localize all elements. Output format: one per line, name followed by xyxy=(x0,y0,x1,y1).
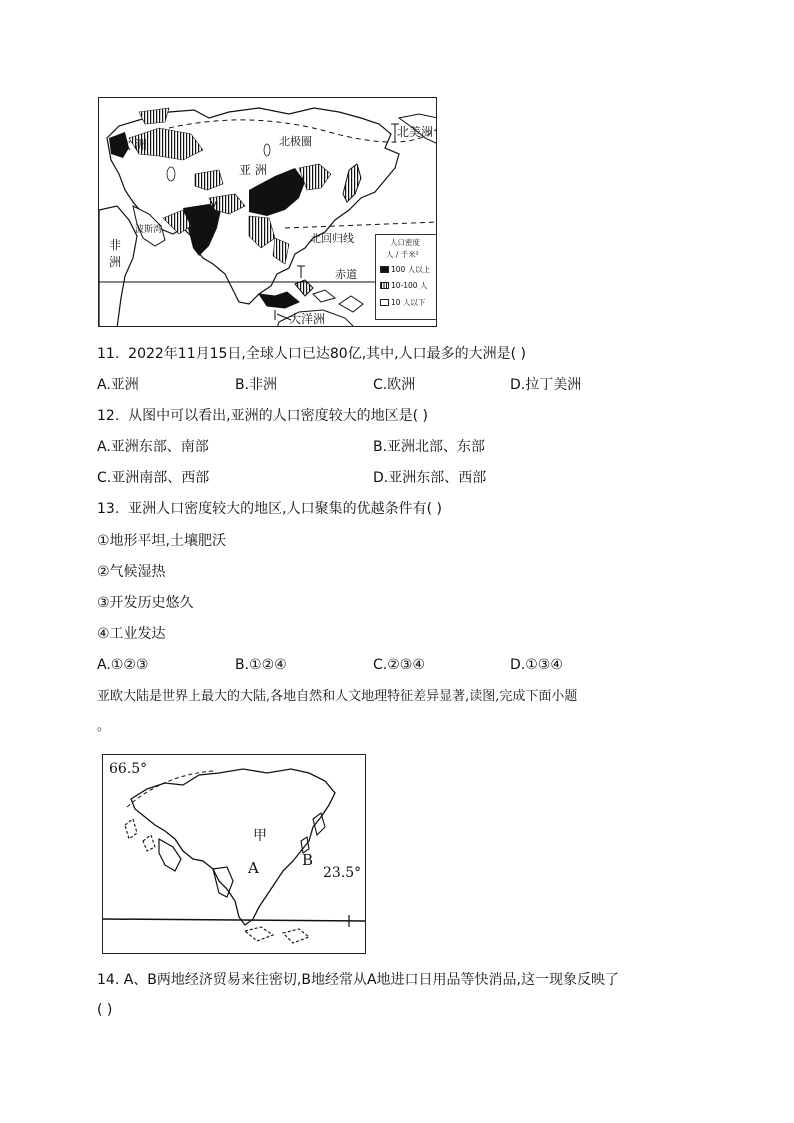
q13-statement-2: ②气候湿热 xyxy=(97,564,166,580)
q12-option-c[interactable]: C.亚洲南部、西部 xyxy=(97,470,210,486)
legend-low-row xyxy=(380,299,425,307)
q14-stem: 14. A、B两地经济贸易来往密切,B地经常从A地进口日用品等快消品,这一现象反映了 xyxy=(97,972,619,988)
label-oceania: 大洋洲 xyxy=(289,312,326,326)
q13-statement-3: ③开发历史悠久 xyxy=(97,595,194,611)
q12-option-a[interactable]: A.亚洲东部、南部 xyxy=(97,439,209,455)
label-africa: 非 洲 xyxy=(109,238,122,270)
legend-high-row xyxy=(380,266,430,274)
legend-high-label: 100 人以上 xyxy=(391,265,431,274)
q11-number: 11. xyxy=(97,346,120,362)
legend-title: 人口密度 xyxy=(390,238,420,247)
label-arctic-circle: 北极圈 xyxy=(279,135,312,148)
intro-text-end: 。 xyxy=(97,719,111,734)
label-europe: 欧 洲 xyxy=(119,138,147,152)
legend-low-swatch xyxy=(380,299,389,306)
q11-stem xyxy=(97,347,526,361)
legend-mid-row xyxy=(380,282,427,290)
q13-option-d[interactable]: D.①③④ xyxy=(510,657,563,673)
legend-unit: 人 / 千米² xyxy=(386,250,419,259)
q13-text: 亚洲人口密度较大的地区,人口聚集的优越条件有( ) xyxy=(128,501,442,517)
q13-stem xyxy=(97,502,442,516)
sea-islands xyxy=(259,292,299,308)
label-persian-gulf: 波斯湾 xyxy=(135,225,163,235)
eurasia-map-drawing xyxy=(103,755,366,954)
q11-option-d[interactable]: D.拉丁美洲 xyxy=(510,377,582,393)
label-point-a: A xyxy=(248,859,259,877)
equator2-line xyxy=(103,919,366,921)
label-tropic-of-cancer: 北回归线 xyxy=(310,232,354,245)
q11-option-b[interactable]: B.非洲 xyxy=(235,377,278,393)
eurasia-map xyxy=(102,754,366,954)
label-jia: 甲 xyxy=(253,828,267,844)
label-lat-23: 23.5° xyxy=(323,865,362,881)
label-equator: 赤道 xyxy=(335,268,357,281)
label-point-b: B xyxy=(302,851,314,869)
population-density-map xyxy=(98,97,437,327)
q11-option-c[interactable]: C.欧洲 xyxy=(373,377,416,393)
q12-option-d[interactable]: D.亚洲东部、西部 xyxy=(373,470,487,486)
q12-text: 从图中可以看出,亚洲的人口密度较大的地区是( ) xyxy=(128,408,428,424)
q12-number: 12. xyxy=(97,408,120,424)
eurasia2-coastline xyxy=(131,769,335,925)
q12-option-b[interactable]: B.亚洲北部、东部 xyxy=(373,439,486,455)
q13-option-c[interactable]: C.②③④ xyxy=(373,657,425,673)
label-m: M xyxy=(209,199,219,212)
label-lat-66: 66.5° xyxy=(109,761,148,777)
label-north-america: 北美洲 xyxy=(397,125,434,139)
q13-option-b[interactable]: B.①②④ xyxy=(235,657,287,673)
legend-low-label: 10 人以下 xyxy=(391,298,426,307)
q13-statement-1: ①地形平坦,土壤肥沃 xyxy=(97,533,227,549)
q11-text: 2022年11月15日,全球人口已达80亿,其中,人口最多的大洲是( ) xyxy=(128,346,526,362)
label-asia: 亚 洲 xyxy=(239,163,267,177)
legend-mid-swatch xyxy=(380,282,389,289)
map-legend xyxy=(375,234,437,320)
q13-statement-4: ④工业发达 xyxy=(97,626,166,642)
legend-mid-label: 10-100 人 xyxy=(391,281,428,290)
q13-number: 13. xyxy=(97,501,120,517)
intro-text: 亚欧大陆是世界上最大的大陆,各地自然和人文地理特征差异显著,读图,完成下面小题 xyxy=(97,689,578,704)
q12-stem xyxy=(97,409,428,423)
legend-high-swatch xyxy=(380,266,389,273)
q11-option-a[interactable]: A.亚洲 xyxy=(97,377,139,393)
q14-paren: ( ) xyxy=(97,1002,113,1018)
q13-option-a[interactable]: A.①②③ xyxy=(97,657,149,673)
